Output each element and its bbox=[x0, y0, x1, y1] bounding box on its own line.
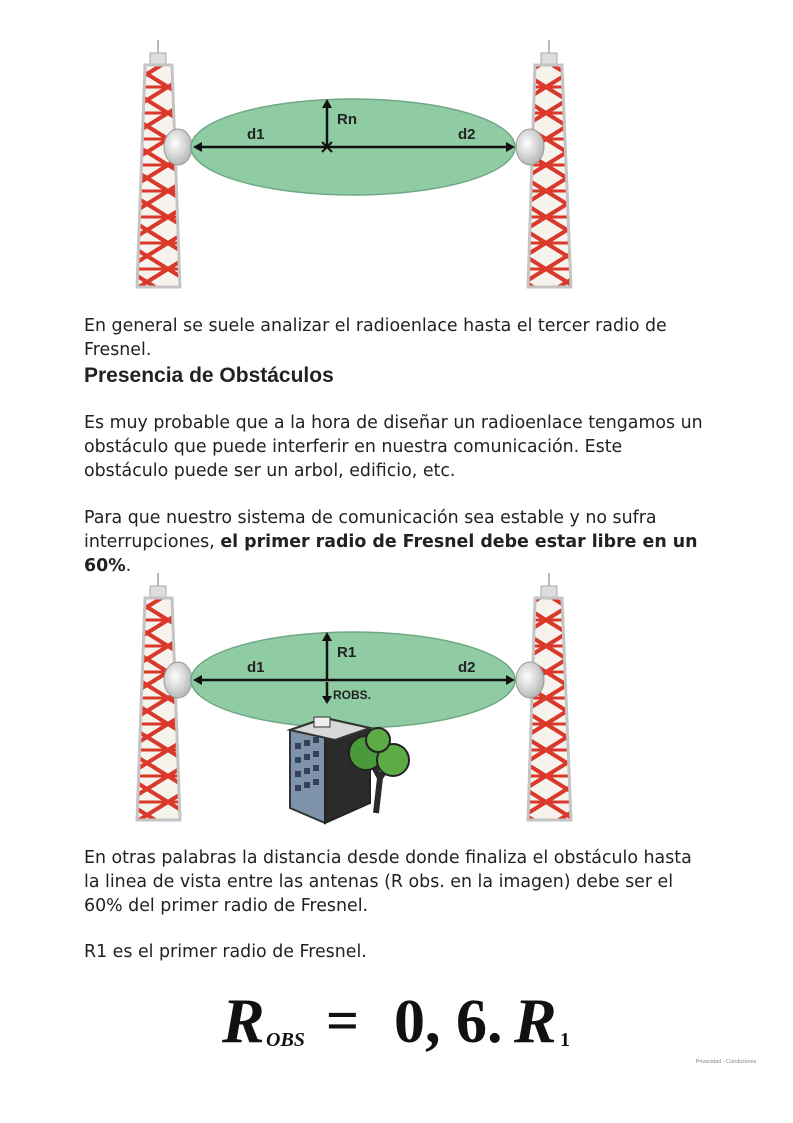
recaptcha-badge[interactable] bbox=[686, 1010, 766, 1068]
obstacle-diagram bbox=[0, 568, 793, 833]
d1-label: d1 bbox=[247, 126, 265, 143]
right-tower bbox=[516, 573, 571, 820]
right-dish bbox=[516, 129, 544, 165]
d2-label: d2 bbox=[458, 659, 476, 676]
paragraph-obstacles: Es muy probable que a la hora de diseñar un radioenlace tengamos un obstáculo que puede interferir en nuestra comunicación. Este obstáculo puede ser un arbol, edificio, etc. bbox=[84, 413, 703, 481]
left-dish bbox=[164, 129, 192, 165]
formula-eq: = bbox=[326, 988, 360, 1053]
formula-rhs: R bbox=[514, 985, 557, 1056]
radius-label: Rn bbox=[337, 111, 357, 128]
d1-label: d1 bbox=[247, 659, 265, 676]
left-tower bbox=[137, 573, 192, 820]
building-obstacle bbox=[290, 717, 370, 823]
paragraph-intro: En general se suele analizar el radioenlace hasta el tercer radio de Fresnel. bbox=[84, 316, 667, 360]
formula-lhs-sub: OBS bbox=[266, 1029, 305, 1051]
left-dish bbox=[164, 662, 192, 698]
recaptcha-links[interactable]: Privacidad - Condiciones bbox=[695, 1059, 757, 1065]
requirement-end: . bbox=[125, 556, 132, 576]
d2-label: d2 bbox=[458, 126, 476, 143]
section-heading: Presencia de Obstáculos bbox=[84, 364, 334, 387]
paragraph-explanation: En otras palabras la distancia desde donde finaliza el obstáculo hasta la linea de vista entre las antenas (R obs. en la imagen) debe ser el 60% del primer radio de Fresnel. bbox=[84, 848, 692, 916]
right-dish bbox=[516, 662, 544, 698]
right-tower bbox=[516, 40, 571, 287]
formula-lhs: R bbox=[222, 985, 265, 1056]
obs-label: ROBS. bbox=[333, 688, 372, 702]
requirement-bold: el primer radio de Fresnel debe estar libre en un 60% bbox=[84, 532, 698, 576]
requirement-text: Para que nuestro sistema de comunicación sea estable y no sufra interrupciones, bbox=[84, 508, 657, 552]
paragraph-r1: R1 es el primer radio de Fresnel. bbox=[84, 942, 367, 962]
formula bbox=[222, 980, 582, 1060]
formula-rhs-sub: 1 bbox=[560, 1029, 570, 1051]
radius-label: R1 bbox=[337, 644, 357, 661]
fresnel-zone-diagram bbox=[0, 35, 793, 295]
formula-value: 0, 6. bbox=[394, 988, 503, 1056]
left-tower bbox=[137, 40, 192, 287]
